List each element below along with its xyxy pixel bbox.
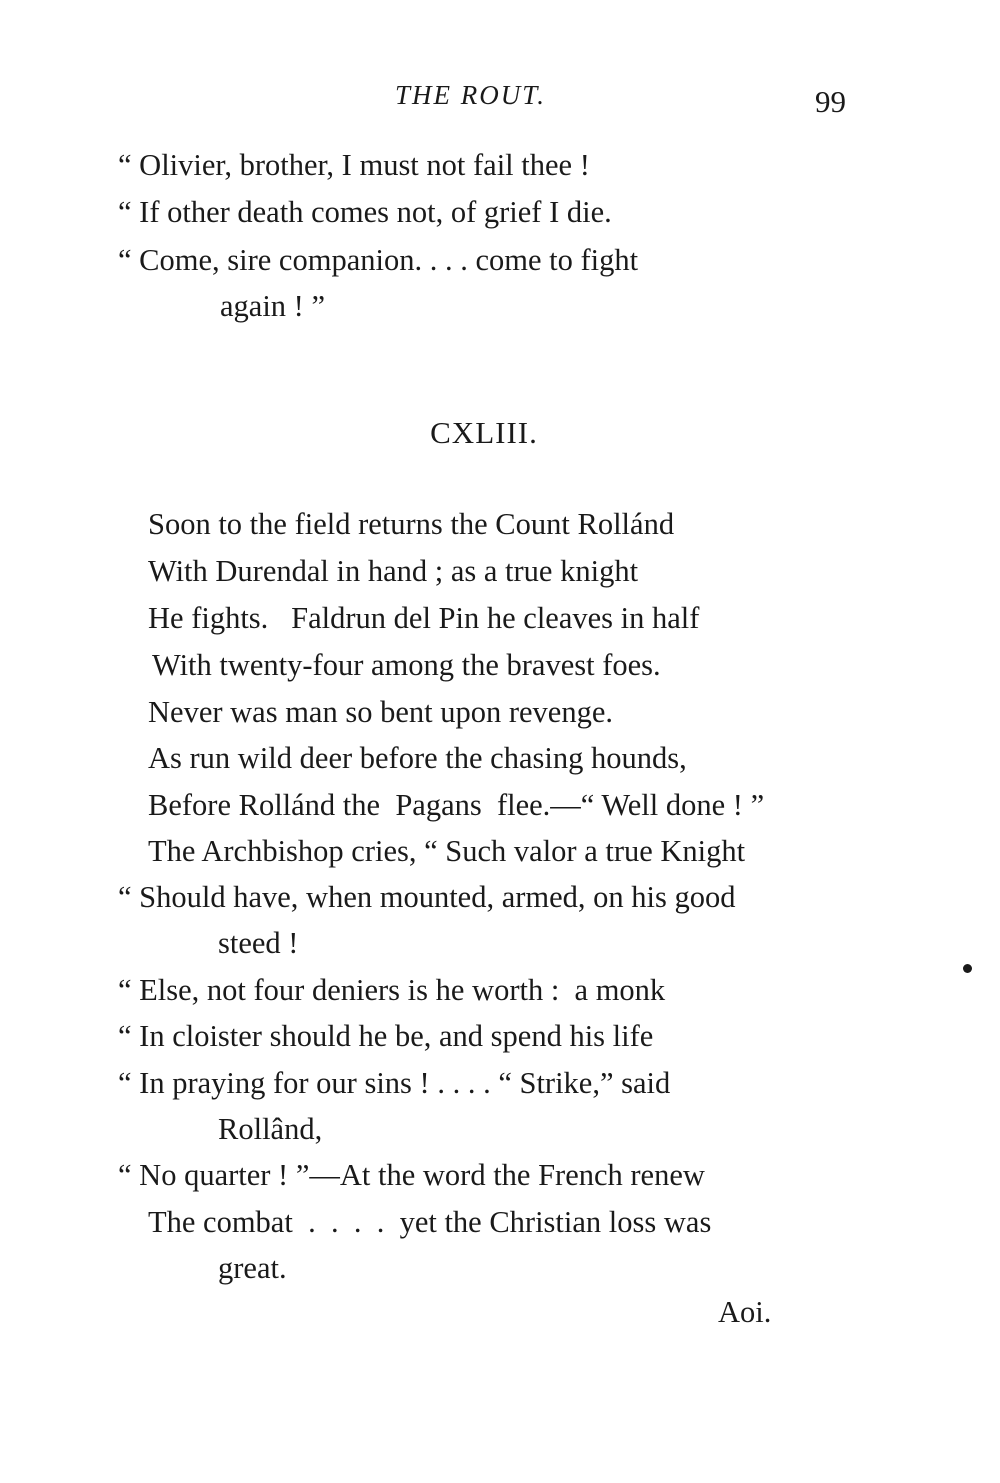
ink-spot xyxy=(963,964,972,973)
stanza-line: “ Should have, when mounted, armed, on his good xyxy=(118,880,736,914)
stanza-line: With Durendal in hand ; as a true knight xyxy=(148,554,639,588)
verse-line xyxy=(118,240,852,280)
stanza-line: As run wild deer before the chasing hounds, xyxy=(148,741,687,775)
stanza-line: Soon to the field returns the Count Rollánd xyxy=(148,507,675,541)
stanza-line: “ In praying for our sins ! . . . . “ Strike,” said xyxy=(118,1066,671,1100)
stanza-line: The Archbishop cries, “ Such valor a true Knight xyxy=(148,834,746,868)
stanza-line-continuation: great. xyxy=(218,1251,287,1285)
verse-line-continuation: again ! ” xyxy=(220,289,325,323)
verse-line: “ Olivier, brother, I must not fail thee ! xyxy=(118,148,590,182)
stanza-line: “ In cloister should he be, and spend his life xyxy=(118,1019,654,1053)
running-title: THE ROUT. xyxy=(395,80,547,110)
stanza-line: “ Else, not four deniers is he worth : a monk xyxy=(118,973,666,1007)
verse-line-text: “ Come, sire companion. . . . come to fight xyxy=(118,243,639,277)
running-head xyxy=(0,80,1000,120)
stanza-line: Never was man so bent upon revenge. xyxy=(148,695,613,729)
verse-line: “ If other death comes not, of grief I die. xyxy=(118,195,612,229)
stanza-signoff: Aoi. xyxy=(718,1295,772,1329)
page-number: 99 xyxy=(815,84,846,119)
stanza-line: With twenty-four among the bravest foes. xyxy=(152,648,661,682)
stanza-line-continuation: steed ! xyxy=(218,926,299,960)
stanza-line-continuation: Rollând, xyxy=(218,1112,323,1146)
stanza-number: CXLIII. xyxy=(430,415,538,450)
stanza-line: He fights. Faldrun del Pin he cleaves in half xyxy=(148,601,700,635)
stanza-line: “ No quarter ! ”—At the word the French renew xyxy=(118,1158,705,1192)
stanza-line: Before Rollánd the Pagans flee.—“ Well done ! ” xyxy=(148,788,765,822)
stanza-line: The combat . . . . yet the Christian loss was xyxy=(148,1205,712,1239)
